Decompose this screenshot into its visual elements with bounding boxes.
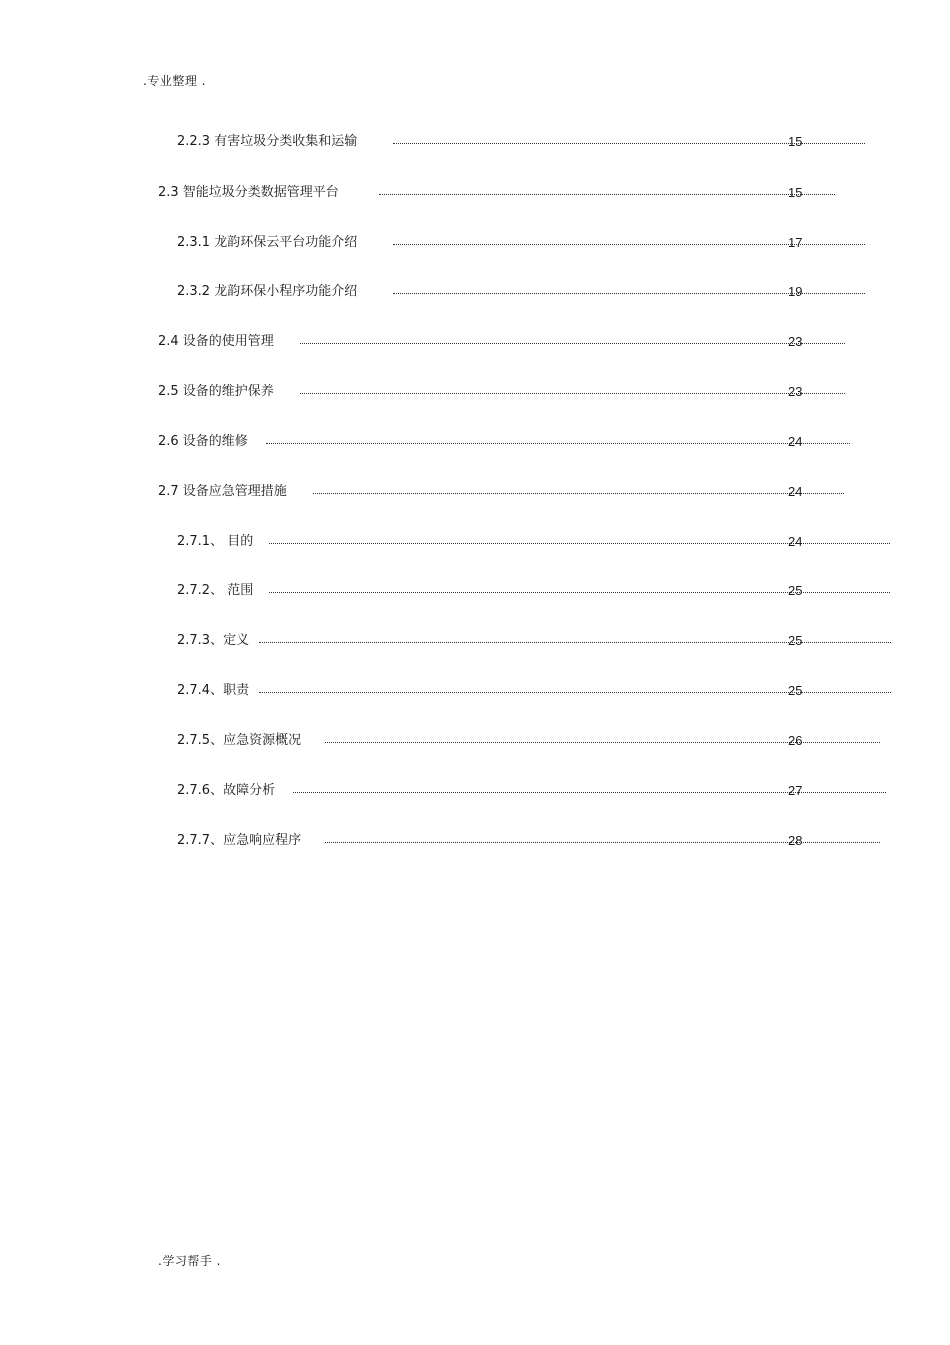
toc-page-number: 25 <box>788 683 803 698</box>
toc-entry[interactable] <box>158 333 845 351</box>
toc-leader-dots <box>266 439 850 444</box>
toc-page-number: 28 <box>788 833 803 848</box>
toc-entry[interactable] <box>177 682 891 700</box>
toc-entry-label: 2.6 设备的维修 <box>158 434 248 449</box>
toc-entry-label: 2.7.3、定义 <box>177 633 250 648</box>
toc-leader-dots <box>313 489 844 494</box>
page-header: .专业整理 . <box>143 74 206 88</box>
toc-page-number: 23 <box>788 384 803 399</box>
toc-entry-label: 2.3 智能垃圾分类数据管理平台 <box>158 185 339 200</box>
toc-page-number: 24 <box>788 484 803 499</box>
toc-entry[interactable] <box>177 283 865 301</box>
toc-entry[interactable] <box>158 383 845 401</box>
toc-entry[interactable] <box>177 133 865 151</box>
toc-page-number: 23 <box>788 334 803 349</box>
toc-entry-label: 2.2.3 有害垃圾分类收集和运输 <box>177 134 358 149</box>
toc-entry-label: 2.4 设备的使用管理 <box>158 334 274 349</box>
toc-entry-label: 2.7.4、职责 <box>177 683 250 698</box>
toc-leader-dots <box>300 389 845 394</box>
toc-entry-label: 2.7 设备应急管理措施 <box>158 484 287 499</box>
toc-entry-label: 2.5 设备的维护保养 <box>158 384 274 399</box>
toc-entry[interactable] <box>177 832 880 850</box>
toc-entry[interactable] <box>158 483 844 501</box>
toc-page-number: 15 <box>788 134 803 149</box>
toc-entry[interactable] <box>158 184 835 202</box>
toc-entry[interactable] <box>177 582 890 600</box>
toc-page-number: 25 <box>788 583 803 598</box>
toc-entry[interactable] <box>177 632 891 650</box>
page-footer: .学习帮手 . <box>158 1254 221 1268</box>
toc-entry[interactable] <box>177 533 890 551</box>
toc-entry-label: 2.7.5、应急资源概况 <box>177 733 302 748</box>
toc-entry[interactable] <box>177 732 880 750</box>
toc-entry-label: 2.7.1、 目的 <box>177 534 254 549</box>
toc-entry[interactable] <box>158 433 850 451</box>
toc-entry-label: 2.3.1 龙韵环保云平台功能介绍 <box>177 235 358 250</box>
toc-entry-label: 2.7.6、故障分析 <box>177 783 276 798</box>
toc-entry[interactable] <box>177 234 865 252</box>
toc-page-number: 24 <box>788 434 803 449</box>
toc-page-number: 17 <box>788 235 803 250</box>
toc-entry-label: 2.7.2、 范围 <box>177 583 254 598</box>
toc-page-number: 24 <box>788 534 803 549</box>
toc-page-number: 25 <box>788 633 803 648</box>
toc-page-number: 15 <box>788 185 803 200</box>
toc-entry-label: 2.3.2 龙韵环保小程序功能介绍 <box>177 284 358 299</box>
toc-leader-dots <box>379 190 835 195</box>
toc-entry[interactable] <box>177 782 886 800</box>
toc-leader-dots <box>300 339 845 344</box>
toc-page-number: 26 <box>788 733 803 748</box>
toc-page-number: 19 <box>788 284 803 299</box>
toc-page-number: 27 <box>788 783 803 798</box>
toc-entry-label: 2.7.7、应急响应程序 <box>177 833 302 848</box>
